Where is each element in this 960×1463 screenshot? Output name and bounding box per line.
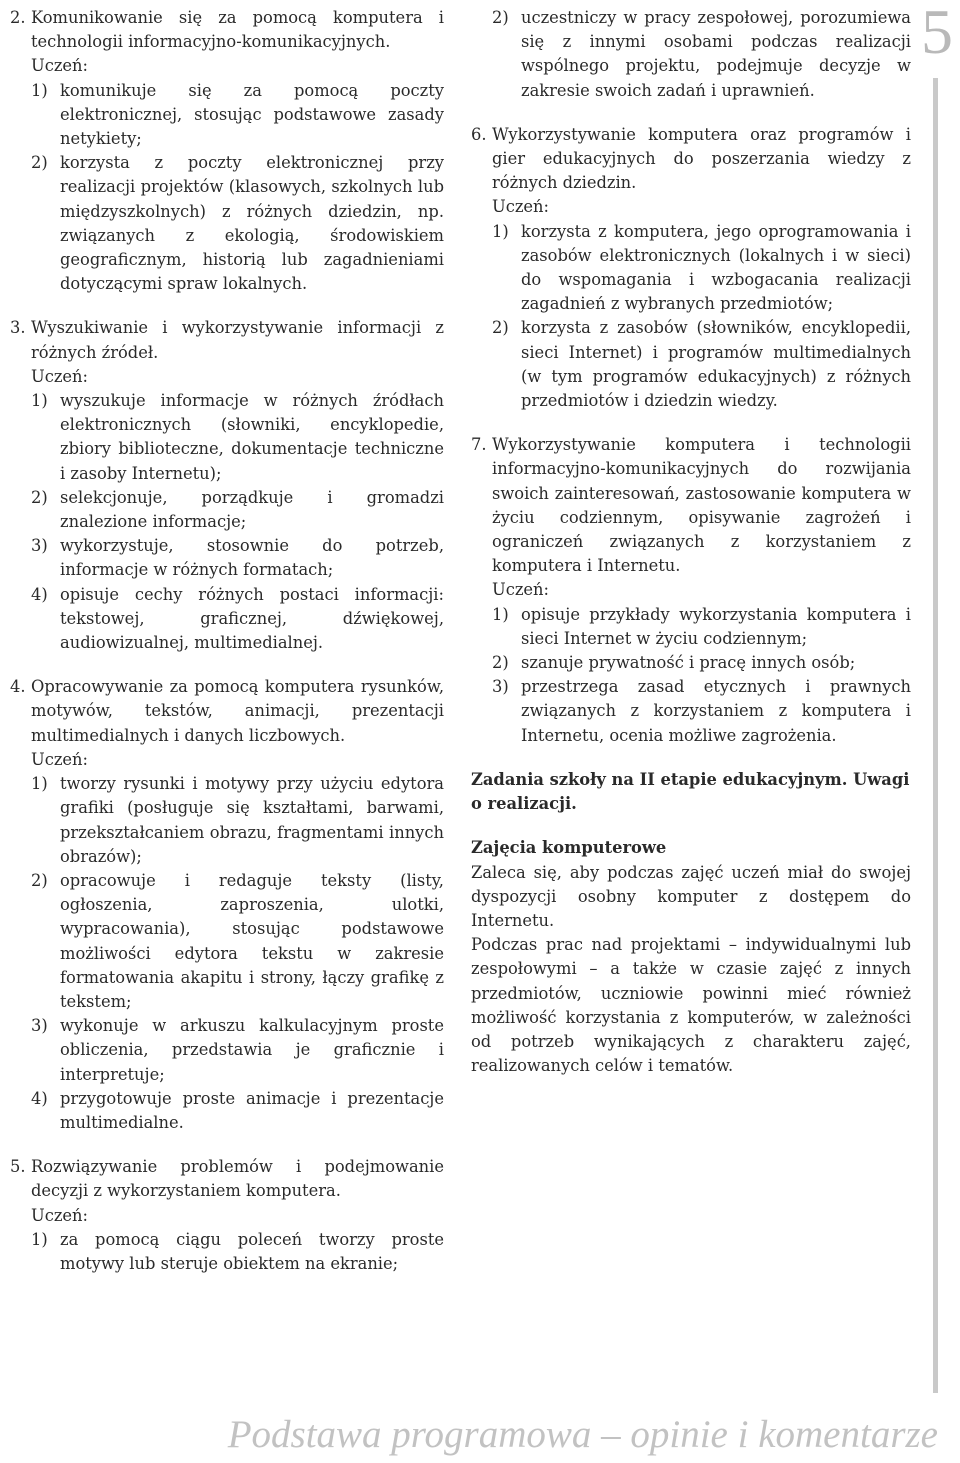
item-list: [10, 79, 444, 297]
uczen-label: Uczeń:: [492, 197, 550, 217]
section-5-continuation: [471, 6, 911, 103]
zajecia-heading: Zajęcia komputerowe: [471, 838, 667, 858]
uczen-label: Uczeń:: [31, 56, 89, 76]
uczen-label: Uczeń:: [31, 1205, 89, 1225]
section-3: [10, 316, 444, 655]
section-7: [471, 433, 911, 748]
list-item: 1) korzysta z komputera, jego oprogramowania i zasobów elektronicznych (lokalnych i w sieci) do wspomagania i wzbogacania realizacji zagadnień z wybranych przedmiotów;: [492, 221, 911, 314]
list-item: 1) za pomocą ciągu poleceń tworzy proste motywy lub steruje obiektem na ekranie;: [31, 1229, 444, 1273]
uczen-label: Uczeń:: [492, 580, 550, 600]
uczen-label: Uczeń:: [31, 366, 89, 386]
section-5: [10, 1155, 444, 1276]
zajecia-paragraph: Zaleca się, aby podczas zajęć uczeń miał do swojej dyspozycji osobny komputer z dostępem do Internetu.: [471, 862, 911, 930]
list-item: 2) uczestniczy w pracy zespołowej, porozumiewa się z innymi osobami podczas realizacji wspólnego projektu, podejmuje decyzje w zakresie swoich zadań i uprawnień.: [492, 8, 911, 100]
list-item: 4) opisuje cechy różnych postaci informacji: tekstowej, graficznej, dźwiękowej, audiowizualnej, multimedialnej.: [31, 584, 444, 653]
list-item: 3) wykonuje w arkuszu kalkulacyjnym proste obliczenia, przedstawia je graficznie i interpretuje;: [31, 1016, 444, 1084]
list-item: 1) komunikuje się za pomocą poczty elektronicznej, stosując podstawowe zasady netykiety;: [31, 80, 444, 149]
section-heading: 2. Komunikowanie się za pomocą komputera i technologii informacyjno-komunikacyjnych.: [10, 8, 444, 52]
item-list: [471, 220, 911, 414]
zajecia-paragraph: Podczas prac nad projektami – indywidualnymi lub zespołowymi – a także w czasie zajęć z innych przedmiotów, uczniowie powinni mieć również możliwość korzystania z komputerów, w zależności od potrzeb wynikających z charakteru zajęć, realizowanych celów i tematów.: [471, 935, 911, 1076]
page-number: 5: [921, 0, 953, 67]
item-list: [10, 1228, 444, 1276]
list-item: 1) tworzy rysunki i motywy przy użyciu edytora grafiki (posługuje się kształtami, barwami, przekształcaniem obrazu, fragmentami innych obrazów);: [31, 774, 444, 866]
item-list: [10, 389, 444, 655]
list-item: 1) wyszukuje informacje w różnych źródłach elektronicznych (słowniki, encyklopedie, zbiory biblioteczne, dokumentacje techniczne i zasoby Internetu);: [31, 391, 444, 483]
list-item: 2) opracowuje i redaguje teksty (listy, ogłoszenia, zaproszenia, ulotki, wypracowania), stosując podstawowe możliwości edytora tekstu w zakresie formatowania akapitu i strony, łączy grafikę z tekstem;: [31, 870, 444, 1011]
section-4: [10, 675, 444, 1135]
right-column: [471, 6, 911, 1078]
footer-title: Podstawa programowa – opinie i komentarze: [227, 1413, 938, 1456]
section-heading: 4. Opracowywanie za pomocą komputera rysunków, motywów, tekstów, animacji, prezentacji multimedialnych i danych liczbowych.: [10, 677, 444, 745]
section-heading: 6. Wykorzystywanie komputera oraz programów i gier edukacyjnych do poszerzania wiedzy z różnych dziedzin.: [471, 124, 911, 193]
section-heading: 3. Wyszukiwanie i wykorzystywanie informacji z różnych źródeł.: [10, 318, 444, 362]
list-item: 2) korzysta z zasobów (słowników, encyklopedii, sieci Internet) i programów multimedialnych (w tym programów edukacyjnych) z różnych przedmiotów i dziedzin wiedzy.: [492, 318, 911, 411]
list-item: 2) selekcjonuje, porządkuje i gromadzi znalezione informacje;: [31, 487, 444, 532]
section-6: [471, 123, 911, 413]
item-list: [10, 772, 444, 1135]
list-item: 2) szanuje prywatność i pracę innych osób;: [492, 653, 856, 673]
list-item: 1) opisuje przykłady wykorzystania komputera i sieci Internet w życiu codziennym;: [492, 604, 911, 648]
list-item: 4) przygotowuje proste animacje i prezentacje multimedialne.: [31, 1088, 444, 1132]
margin-rule: [933, 78, 938, 1393]
list-item: 3) wykorzystuje, stosownie do potrzeb, informacje w różnych formatach;: [31, 536, 444, 580]
section-2: [10, 6, 444, 296]
zadania-heading: Zadania szkoły na II etapie edukacyjnym. Uwagi o realizacji.: [471, 769, 910, 814]
uczen-label: Uczeń:: [31, 749, 89, 769]
item-list: [471, 603, 911, 748]
list-item: 3) przestrzega zasad etycznych i prawnych związanych z korzystaniem z komputera i Internetu, ocenia możliwe zagrożenia.: [492, 677, 911, 745]
section-heading: 5. Rozwiązywanie problemów i podejmowanie decyzji z wykorzystaniem komputera.: [10, 1157, 444, 1201]
left-column: [10, 6, 444, 1296]
list-item: 2) korzysta z poczty elektronicznej przy realizacji projektów (klasowych, szkolnych lub międzyszkolnych) z różnych dziedzin, np. związanych z ekologią, środowiskiem geograficznym, historią lub zagadnieniami dotyczącymi spraw lokalnych.: [31, 153, 444, 294]
item-list: [471, 6, 911, 103]
section-heading: 7. Wykorzystywanie komputera i technologii informacyjno-komunikacyjnych do rozwijania swoich zainteresowań, zastosowanie komputera w życiu codziennym, opisywanie zagrożeń i ograniczeń związanych z korzystaniem z komputera i Internetu.: [471, 435, 911, 576]
